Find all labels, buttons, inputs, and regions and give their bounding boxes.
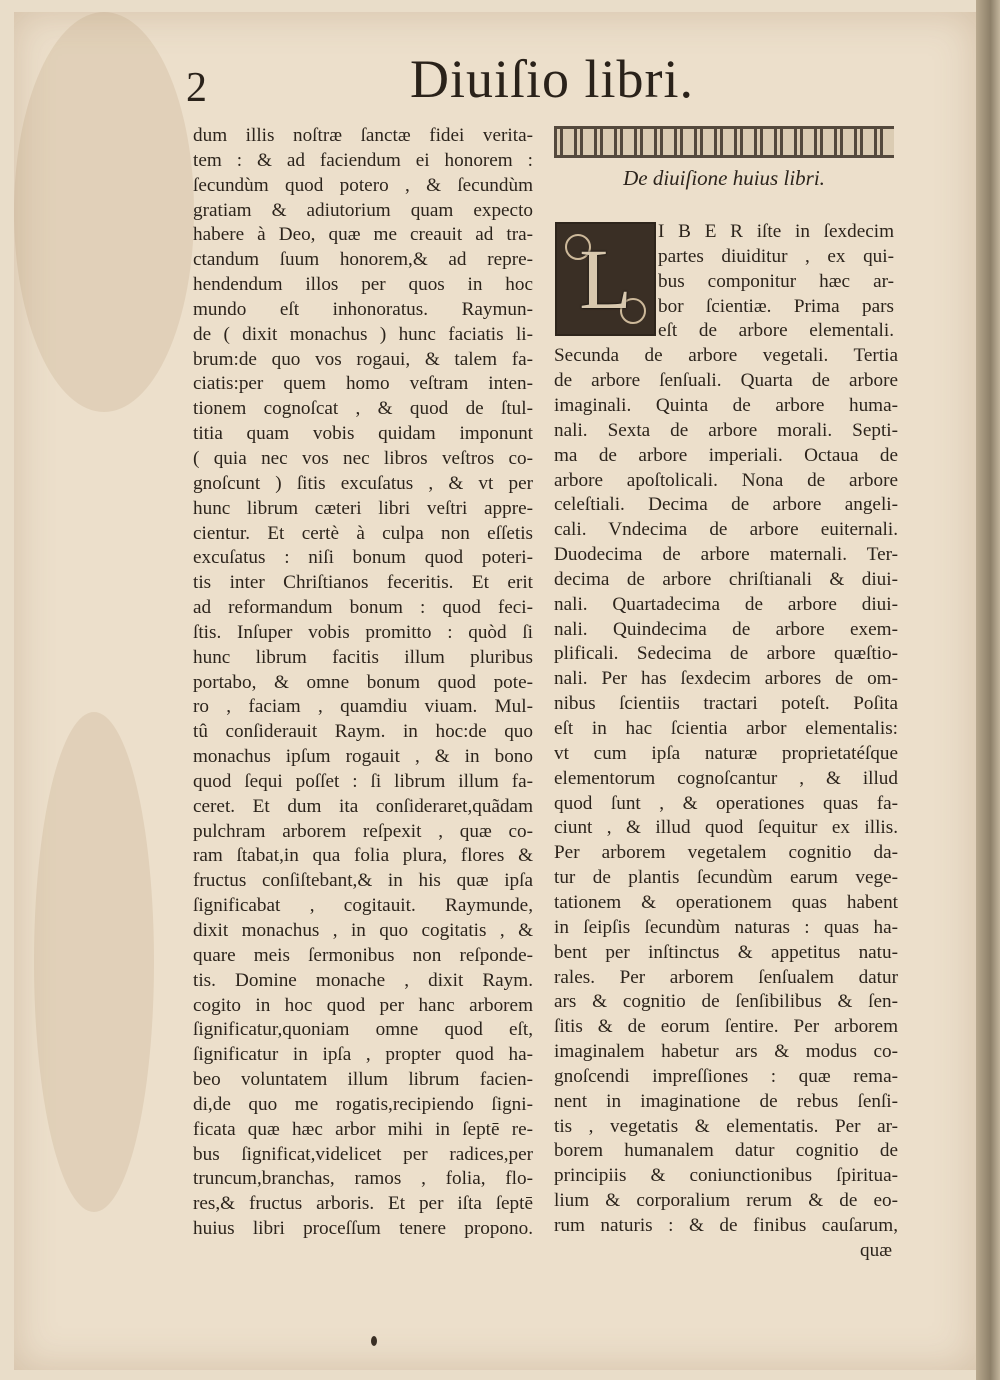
text-line: tur de plantis ſecundùm earum vege- [554,867,898,889]
text-line: hendendum illos per quos in hoc [193,274,533,296]
text-line: di,de quo me rogatis,recipiendo ſigni- [193,1093,533,1115]
text-line: habere à Deo, quæ me creauit ad tra- [193,224,533,246]
text-line: portabo, & omne bonum quod pote- [193,671,533,693]
text-line: arbore apoſtolicali. Nona de arbore [554,469,898,491]
text-line: dum illis noſtræ ſanctæ fidei verita- [193,125,533,146]
text-line: ſignificabat , cogitauit. Raymunde, [193,895,533,917]
left-text-column [193,124,533,1242]
paper-stain [34,712,154,1212]
text-line: decima de arbore chriſtianali & diui- [554,568,898,590]
text-line: bent per inſtinctus & appetitus natu- [554,941,898,963]
text-line: quod ſunt , & operationes quas fa- [554,792,898,814]
text-line: ſignificatur,quoniam omne quod eſt, [193,1019,533,1041]
text-line: lium & corporalium rerum & de eo- [554,1190,898,1212]
initial-letter: L [579,231,632,327]
text-line: celeſtiali. Decima de arbore angeli- [554,494,898,516]
text-line: nali. Sexta de arbore morali. Septi- [554,419,898,441]
text-line: ( quia nec vos nec libros veſtros co- [193,447,533,469]
text-line: quod ſequi poſſet : ſi librum illum fa- [193,770,533,792]
text-line: eſt in hac ſcientia arbor elementalis: [554,718,898,739]
text-line: ſecundùm quod potero , & ſecundùm [193,174,533,196]
text-line: nibus ſcientiis tractari poteſt. Poſita [554,693,898,715]
text-line: ma de arbore imperiali. Octaua de [554,444,898,466]
text-line: de ( dixit monachus ) hunc faciatis li- [193,323,533,345]
text-line: nent in imaginatione de rebus ſenſi- [554,1090,898,1112]
text-line: pulchram arborem reſpexit , quæ co- [193,820,533,842]
text-line: ram ſtabat,in qua folia plura, flores & [193,845,533,867]
text-line: Secunda de arbore vegetali. Tertia [554,345,898,367]
text-line: excuſatus : niſi bonum quod poteri- [193,547,533,569]
text-line: ad reformandum bonum : quod feci- [193,597,533,619]
text-line: imaginali. Quinta de arbore huma- [554,394,898,416]
text-line: tionem cognoſcat , & quod de ſtul- [193,398,533,420]
text-line: ctandum ſuum honorem,& ad repre- [193,249,533,271]
text-line: fructus conſiſtebant,& in his quæ ipſa [193,870,533,892]
book-spine [976,0,1000,1380]
text-line: truncum,branchas, ramos , folia, flo- [193,1168,533,1190]
text-line: ſignificatur in ipſa , propter quod ha- [193,1044,533,1066]
ornamental-border [554,126,894,158]
text-line: plificali. Sedecima de arbore quæſtio- [554,643,898,665]
text-line: ficata quæ hæc arbor mihi in ſeptē re- [193,1118,533,1140]
text-line: tationem & operationem quas habent [554,891,898,913]
text-line: gnoſcendi impreſſiones : quæ rema- [554,1065,898,1087]
text-line: mundo eſt inhonoratus. Raymun- [193,298,533,320]
text-line: de arbore ſenſuali. Quarta de arbore [554,370,898,392]
text-line: ciatis:per quem homo veſtram inten- [193,373,533,395]
text-line: monachus ipſum rogauit , & in bono [193,746,533,768]
text-line: elementorum cognoſcantur , & illud [554,767,898,789]
text-line: nali. Quartadecima de arbore diui- [554,593,898,615]
text-line: tis. Domine monache , dixit Raym. [193,969,533,991]
text-line: nali. Quindecima de arbore exem- [554,618,898,640]
text-line: rales. Per arborem ſenſualem datur [554,966,898,988]
text-line: brum:de quo vos rogaui, & talem fa- [193,348,533,370]
text-line: rum naturis : & de finibus cauſarum, [554,1215,898,1236]
text-line: gnoſcunt ) ſitis excuſatus , & vt per [193,472,533,494]
text-line: tem : & ad faciendum ei honorem : [193,149,533,171]
text-line: ſtis. Inſuper vobis promitto : quòd ſi [193,621,533,643]
text-line: titia quam vobis quidam imponunt [193,423,533,445]
text-line: tis inter Chriſtianos feceritis. Et erit [193,572,533,594]
text-line: ciunt , & illud quod ſequitur ex illis. [554,817,898,839]
text-line: ceret. Et dum ita conſideraret,quãdam [193,795,533,817]
text-line: quare meis ſermonibus non reſponde- [193,944,533,966]
text-line: bus ſignificat,videlicet per radices,per [193,1143,533,1165]
text-line: imaginalem habetur ars & modus co- [554,1041,898,1063]
text-line: vt cum ipſa naturæ proprietatéſque [554,742,898,764]
text-line: partes diuiditur , ex qui- [658,245,894,267]
text-line: bor ſcientiæ. Prima pars [658,295,894,317]
decorated-initial [555,222,656,336]
text-line: gratiam & adiutorium quam expecto [193,199,533,221]
text-line: borem humanalem datur cognitio de [554,1140,898,1162]
text-line: in ſeipſis ſecundùm naturas : quas ha- [554,916,898,938]
text-line: cogito in hoc quod per hanc arborem [193,994,533,1016]
text-line: Duodecima de arbore maternali. Ter- [554,544,898,566]
ink-speck [371,1336,377,1346]
page-number: 2 [186,65,207,111]
text-line: hunc librum facitis illum pluribus [193,646,533,668]
text-line: tû conſiderauit Raym. in hoc:de quo [193,721,533,743]
text-line: bus componitur hæc ar- [658,270,894,292]
paper-stain [14,12,194,412]
text-line: I B E R iſte in ſexdecim [658,221,894,242]
running-title: Diuiſio libri. [410,49,694,109]
text-line: res,& fructus arboris. Et per iſta ſeptē [193,1193,533,1215]
text-line: cali. Vndecima de arbore euiternali. [554,519,898,541]
text-line: Per arborem vegetalem cognitio da- [554,842,898,864]
text-line: nali. Per has ſexdecim arbores de om- [554,668,898,690]
section-heading: De diuiſione huius libri. [623,166,825,190]
text-line: dixit monachus , in quo cogitatis , & [193,920,533,941]
text-line: principiis & coniunctionibus ſpiritua- [554,1165,898,1187]
text-line: cientur. Et certè à culpa non eſſetis [193,522,533,544]
text-line: ars & cognitio de ſenſibilibus & ſen- [554,991,898,1013]
text-line: ſitis & de eorum ſentire. Per arborem [554,1016,898,1038]
text-line: huius libri proceſſum tenere propono. [193,1218,533,1240]
text-line: tis , vegetatis & elementatis. Per ar- [554,1115,898,1137]
catchword: quæ [860,1239,892,1261]
text-line: ro , faciam , quamdiu viuam. Mul- [193,696,533,718]
text-line: hunc librum cæteri libri veſtri appre- [193,497,533,519]
text-line: eſt de arbore elementali. [658,320,894,342]
text-line: beo voluntatem illum librum facien- [193,1069,533,1091]
